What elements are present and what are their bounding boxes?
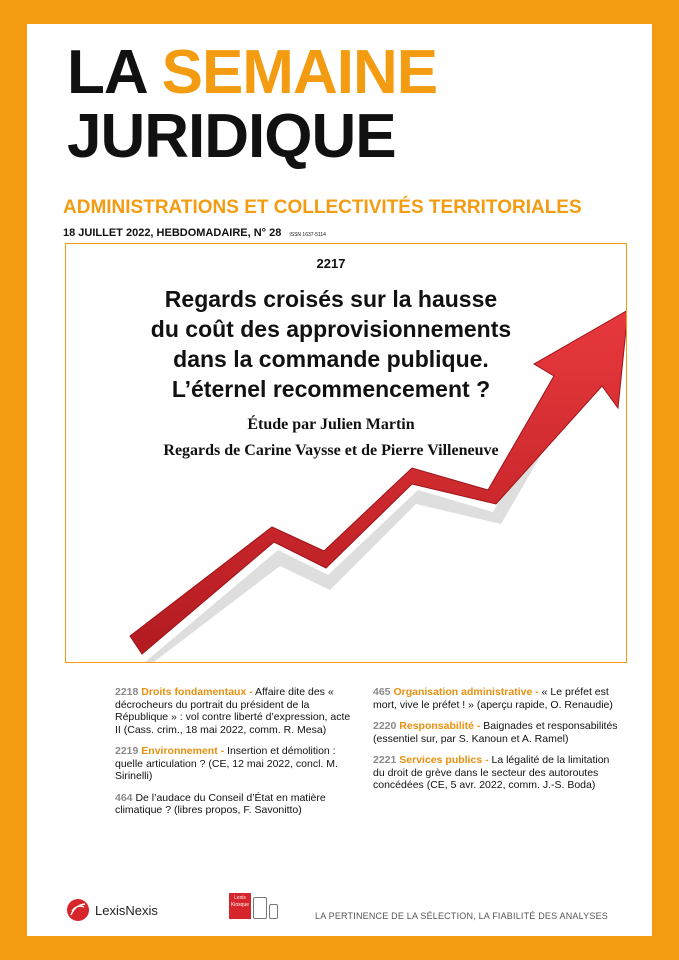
toc-entry[interactable]: 2219 Environnement - Insertion et démolition : quelle articulation ? (CE, 12 mai 2022, concl. M. Sirinelli) [115,745,338,782]
issue-date: 18 JUILLET 2022, HEBDOMADAIRE, N° 28 [63,227,282,239]
brand-name: LexisNexis [95,902,158,918]
masthead-semaine: SEMAINE [161,38,438,107]
footer-slogan: LA PERTINENCE DE LA SÉLECTION, LA FIABILITÉ DES ANALYSES [315,911,608,921]
toc-entry[interactable]: 2221 Services publics - La légalité de la limitation du droit de grève dans le secteur des autoroutes concédées (CE, 5 avr. 2022, comm. J.-S. Boda) [373,754,610,791]
masthead-line-1 [67,38,438,107]
cover-page [27,24,652,936]
issn-number: ISSN 1637-5114 [289,232,326,238]
phone-icon [269,904,278,919]
lexis-kiosque-badge [229,893,278,919]
kiosque-logo: Lexis Kiosque [229,893,251,919]
toc-entry[interactable]: 464 De l’audace du Conseil d’État en matière climatique ? (libres propos, F. Savonitto) [115,791,326,816]
lexisnexis-emblem-icon [66,898,90,922]
toc-entry[interactable]: 465 Organisation administrative - « Le préfet est mort, vive le préfet ! » (aperçu rapide, O. Renaudie) [373,686,613,711]
issue-info [63,227,326,239]
tablet-icon [253,897,267,919]
feature-headline [66,284,596,404]
masthead-juridique: JURIDIQUE [67,102,396,171]
headline-line: Regards croisés sur la hausse [164,286,498,312]
headline-line: du coût des approvisionnements [150,316,512,342]
byline-author: Étude par Julien Martin [247,416,415,433]
journal-subtitle: ADMINISTRATIONS ET COLLECTIVITÉS TERRITORIALES [63,197,582,218]
toc-entry[interactable]: 2220 Responsabilité - Baignades et responsabilités (essentiel sur, par S. Kanoun et A. Ramel) [373,720,618,745]
toc-entry[interactable]: 2218 Droits fondamentaux - Affaire dite des « décrocheurs du portrait du président de la République » : vol contre liberté d’expression, acte II (Cass. crim., 18 mai 2022, comm. R. Mesa) [115,686,351,736]
headline-line: L’éternel recommencement ? [171,376,491,402]
toc-right-column [373,686,618,801]
lexisnexis-logo [66,898,158,922]
feature-number: 2217 [316,256,346,271]
headline-line: dans la commande publique. [173,346,489,372]
feature-byline [66,412,596,464]
byline-contributors: Regards de Carine Vaysse et de Pierre Villeneuve [163,442,499,459]
feature-box [65,243,627,663]
toc-left-column [115,686,351,826]
masthead-la: LA [67,38,146,107]
